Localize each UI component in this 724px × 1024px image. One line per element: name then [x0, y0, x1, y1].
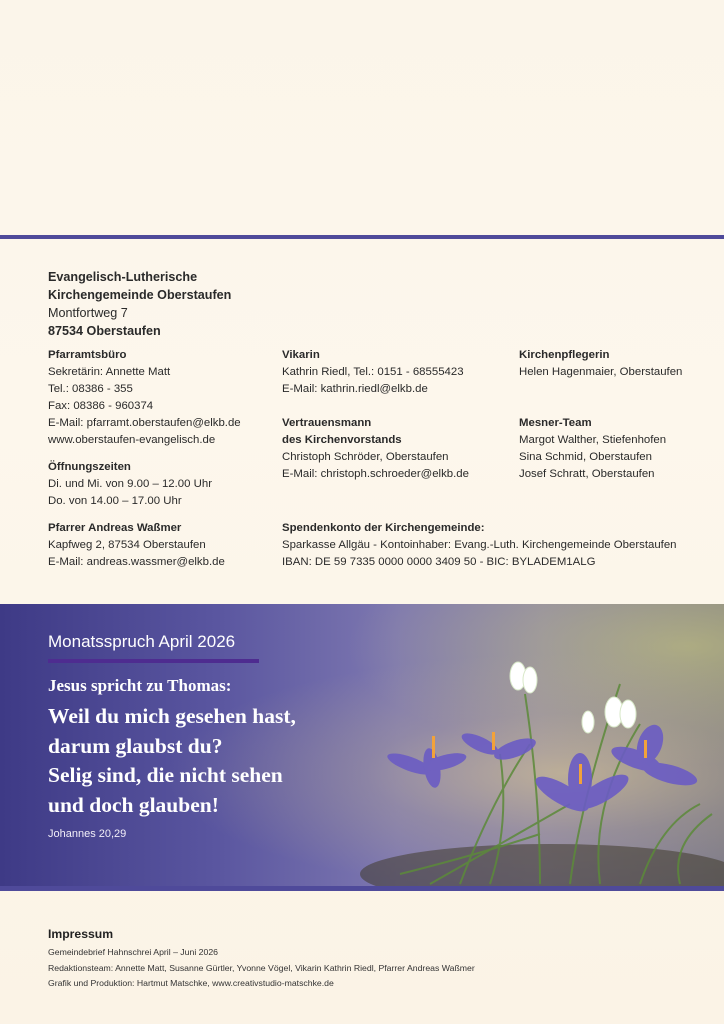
sexton-heading: Mesner-Team	[519, 417, 592, 429]
verse-line: und doch glauben!	[48, 792, 219, 817]
pastor-address: Kapfweg 2, 87534 Oberstaufen	[48, 539, 206, 551]
trustee-section	[282, 415, 469, 483]
vicar-heading: Vikarin	[282, 349, 320, 361]
pfarramt-phone: Tel.: 08386 - 355	[48, 383, 133, 395]
impressum-section	[48, 927, 475, 992]
verse-title-underline	[48, 659, 259, 663]
church-street: Montfortweg 7	[48, 306, 128, 320]
verse-line: Weil du mich gesehen hast,	[48, 704, 296, 728]
vicar-section	[282, 347, 464, 398]
sexton-member: Sina Schmid, Oberstaufen	[519, 451, 652, 463]
church-name-line2: Kirchengemeinde Oberstaufen	[48, 288, 232, 302]
hours-line1: Di. und Mi. von 9.00 – 12.00 Uhr	[48, 478, 212, 490]
verse-reference: Johannes 20,29	[48, 828, 127, 840]
hours-heading: Öffnungszeiten	[48, 461, 131, 473]
trustee-email: E-Mail: christoph.schroeder@elkb.de	[282, 468, 469, 480]
vicar-contact: Kathrin Riedl, Tel.: 0151 - 68555423	[282, 366, 464, 378]
verse-line: darum glaubst du?	[48, 733, 223, 758]
caretaker-heading: Kirchenpflegerin	[519, 349, 610, 361]
donation-bank: Sparkasse Allgäu - Kontoinhaber: Evang.-Luth. Kirchengemeinde Oberstaufen	[282, 539, 677, 551]
donation-iban: IBAN: DE 59 7335 0000 0000 3409 50 - BIC: BYLADEM1ALG	[282, 556, 596, 568]
pfarramt-secretary: Sekretärin: Annette Matt	[48, 366, 171, 378]
pfarramt-website: www.oberstaufen-evangelisch.de	[48, 434, 216, 446]
caretaker-name: Helen Hagenmaier, Oberstaufen	[519, 366, 683, 378]
pastor-section	[48, 520, 225, 571]
pfarramt-email: E-Mail: pfarramt.oberstaufen@elkb.de	[48, 417, 241, 429]
pfarramt-section	[48, 347, 241, 449]
trustee-name: Christoph Schröder, Oberstaufen	[282, 451, 449, 463]
impressum-heading: Impressum	[48, 927, 114, 941]
church-name-line1: Evangelisch-Lutherische	[48, 270, 198, 284]
trustee-heading-line2: des Kirchenvorstands	[282, 434, 402, 446]
sexton-section	[519, 415, 666, 483]
top-divider	[0, 235, 724, 239]
pfarramt-heading: Pfarramtsbüro	[48, 349, 127, 361]
verse-title: Monatsspruch April 2026	[48, 632, 236, 651]
hours-section	[48, 459, 212, 510]
bottom-divider	[0, 886, 724, 891]
verse-text	[48, 702, 296, 820]
pfarramt-fax: Fax: 08386 - 960374	[48, 400, 154, 412]
trustee-heading-line1: Vertrauensmann	[282, 417, 372, 429]
sexton-member: Margot Walther, Stiefenhofen	[519, 434, 667, 446]
church-city: 87534 Oberstaufen	[48, 324, 161, 338]
verse-banner	[0, 604, 724, 886]
hours-line2: Do. von 14.00 – 17.00 Uhr	[48, 495, 182, 507]
impressum-line: Grafik und Produktion: Hartmut Matschke, www.creativstudio-matschke.de	[48, 978, 334, 988]
vicar-email: E-Mail: kathrin.riedl@elkb.de	[282, 383, 428, 395]
sexton-member: Josef Schratt, Oberstaufen	[519, 468, 655, 480]
pastor-email: E-Mail: andreas.wassmer@elkb.de	[48, 556, 225, 568]
crocus-snowdrop-illustration	[340, 604, 724, 886]
pastor-heading: Pfarrer Andreas Waßmer	[48, 522, 182, 534]
caretaker-section	[519, 347, 682, 381]
impressum-line: Gemeindebrief Hahnschrei April – Juni 2026	[48, 947, 218, 957]
verse-line: Selig sind, die nicht sehen	[48, 763, 283, 787]
impressum-line: Redaktionsteam: Annette Matt, Susanne Gürtler, Yvonne Vögel, Vikarin Kathrin Riedl, Pfarrer Andreas Waßmer	[48, 962, 475, 973]
church-address	[48, 268, 231, 340]
donation-heading: Spendenkonto der Kirchengemeinde:	[282, 522, 485, 534]
donation-section	[282, 520, 677, 571]
verse-intro: Jesus spricht zu Thomas:	[48, 676, 232, 695]
